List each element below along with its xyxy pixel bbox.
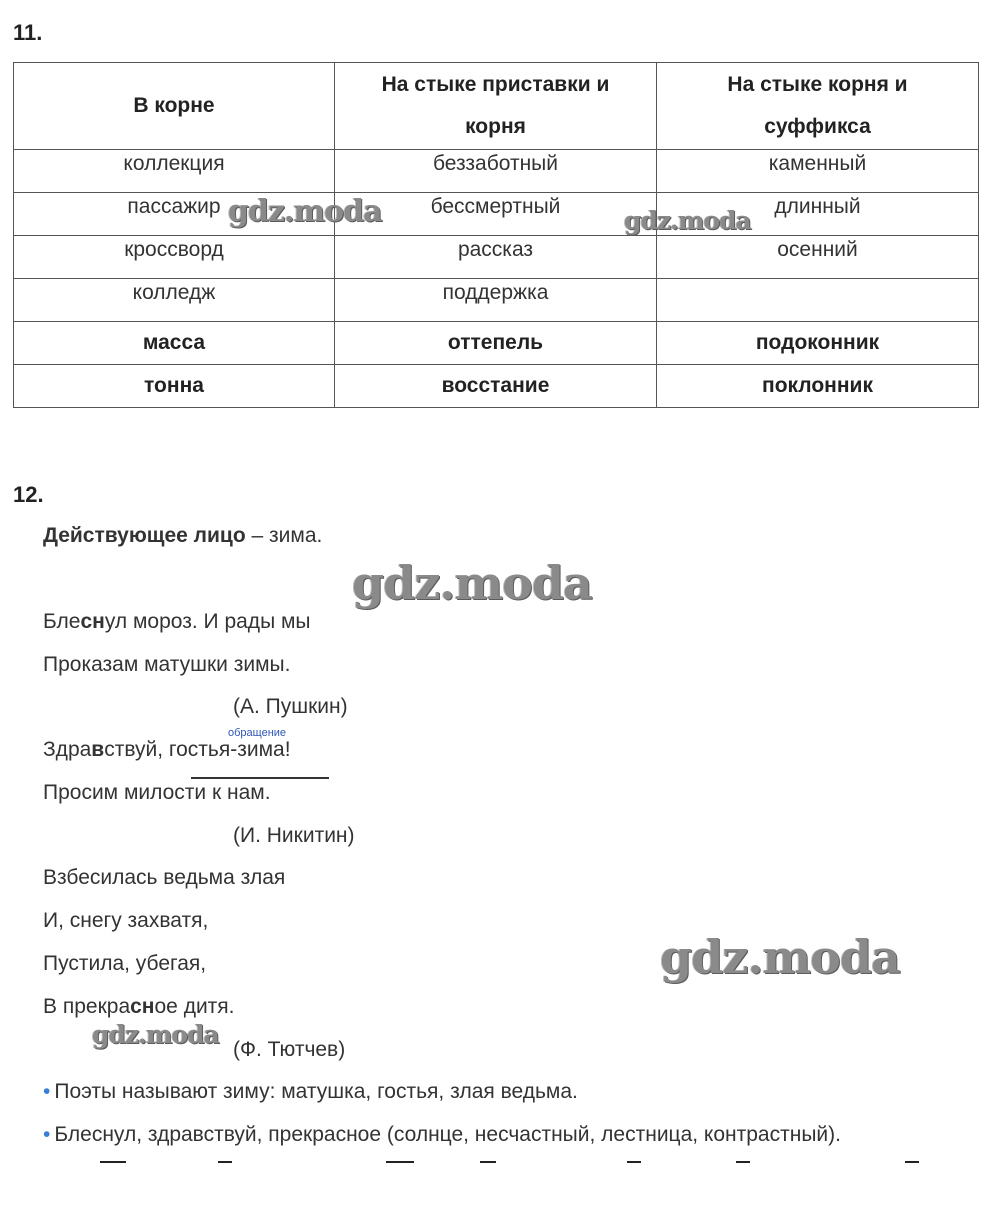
bullet-2 (43, 1123, 841, 1147)
table-row (14, 193, 979, 236)
spelling-table (13, 62, 979, 408)
stress-mark (627, 1161, 641, 1163)
poem3-line4 (43, 995, 235, 1019)
highlighted-letters: сн (130, 995, 155, 1018)
poem3-line3: Пустила, убегая, (43, 952, 207, 975)
poem1-line2: Проказам матушки зимы. (43, 653, 291, 676)
text-fragment: В прекра (43, 995, 131, 1018)
task-11-number: 11. (13, 20, 43, 45)
header-prefix-root: На стыке приставки и корня (335, 63, 657, 150)
table-row (14, 365, 979, 408)
text-fragment: ое дитя. (154, 995, 235, 1018)
bullet-text: Блеснул, здравствуй, прекрасное (солнце, несчастный, лестница, контрастный). (54, 1123, 841, 1146)
text-fragment: Здра (43, 738, 92, 761)
table-cell: осенний (657, 236, 979, 279)
address-underline (191, 777, 329, 779)
bullet-text: Поэты называют зиму: матушка, гостья, злая ведьма. (54, 1080, 578, 1103)
table-cell (657, 279, 979, 322)
watermark-logo: gdz.moda (92, 1020, 219, 1049)
stress-mark (905, 1161, 919, 1163)
character-value: – зима. (245, 524, 323, 547)
highlighted-letters: сн (80, 610, 105, 633)
table-cell: подоконник (657, 322, 979, 365)
table-cell: кроссворд (14, 236, 335, 279)
poem1-author: (А. Пушкин) (233, 695, 348, 718)
table-header-row (14, 63, 979, 150)
poem3-author: (Ф. Тютчев) (233, 1038, 346, 1061)
table-cell: коллекция (14, 150, 335, 193)
poem2-author: (И. Никитин) (233, 824, 355, 847)
table-cell: поклонник (657, 365, 979, 408)
watermark-logo: gdz.moda (624, 206, 751, 235)
stress-mark (480, 1161, 496, 1163)
table-cell: беззаботный (335, 150, 657, 193)
poem2-line2: Просим милости к нам. (43, 781, 271, 804)
table-cell: поддержка (335, 279, 657, 322)
watermark-logo: gdz.moda (228, 194, 382, 229)
table-cell: тонна (14, 365, 335, 408)
header-root: В корне (14, 63, 335, 150)
table-cell: рассказ (335, 236, 657, 279)
task-12-number: 12. (13, 482, 44, 507)
table-cell: бессмертный (335, 193, 657, 236)
table-row (14, 322, 979, 365)
text-fragment: Бле (43, 610, 81, 633)
table-cell: пассажир (14, 193, 335, 236)
poem3-line2: И, снегу захватя, (43, 909, 209, 932)
table-row (14, 236, 979, 279)
table-cell: длинный (657, 193, 979, 236)
character-label: Действующее лицо (43, 524, 246, 547)
table-cell: колледж (14, 279, 335, 322)
text-fragment: ул мороз. И рады мы (104, 610, 311, 633)
stress-mark (736, 1161, 750, 1163)
table-row (14, 279, 979, 322)
text-fragment: ствуй, гостья-зима! (104, 738, 291, 761)
watermark-logo: gdz.moda (660, 930, 900, 984)
bullet-1 (43, 1080, 578, 1104)
table-cell: восстание (335, 365, 657, 408)
header-root-suffix: На стыке корня и суффикса (657, 63, 979, 150)
poem1-line1 (43, 610, 311, 634)
table-cell: масса (14, 322, 335, 365)
stress-mark (100, 1161, 126, 1163)
poem3-line1: Взбесилась ведьма злая (43, 866, 286, 889)
stress-mark (218, 1161, 232, 1163)
address-note: обращение (228, 727, 287, 739)
table-cell: каменный (657, 150, 979, 193)
bullet-icon: • (43, 1123, 51, 1146)
stress-mark (386, 1161, 414, 1163)
highlighted-letters: в (91, 738, 105, 761)
character-line (43, 524, 322, 548)
table-row (14, 150, 979, 193)
bullet-icon: • (43, 1080, 51, 1103)
poem2-line1 (43, 738, 291, 762)
watermark-logo: gdz.moda (352, 556, 592, 610)
table-cell: оттепель (335, 322, 657, 365)
